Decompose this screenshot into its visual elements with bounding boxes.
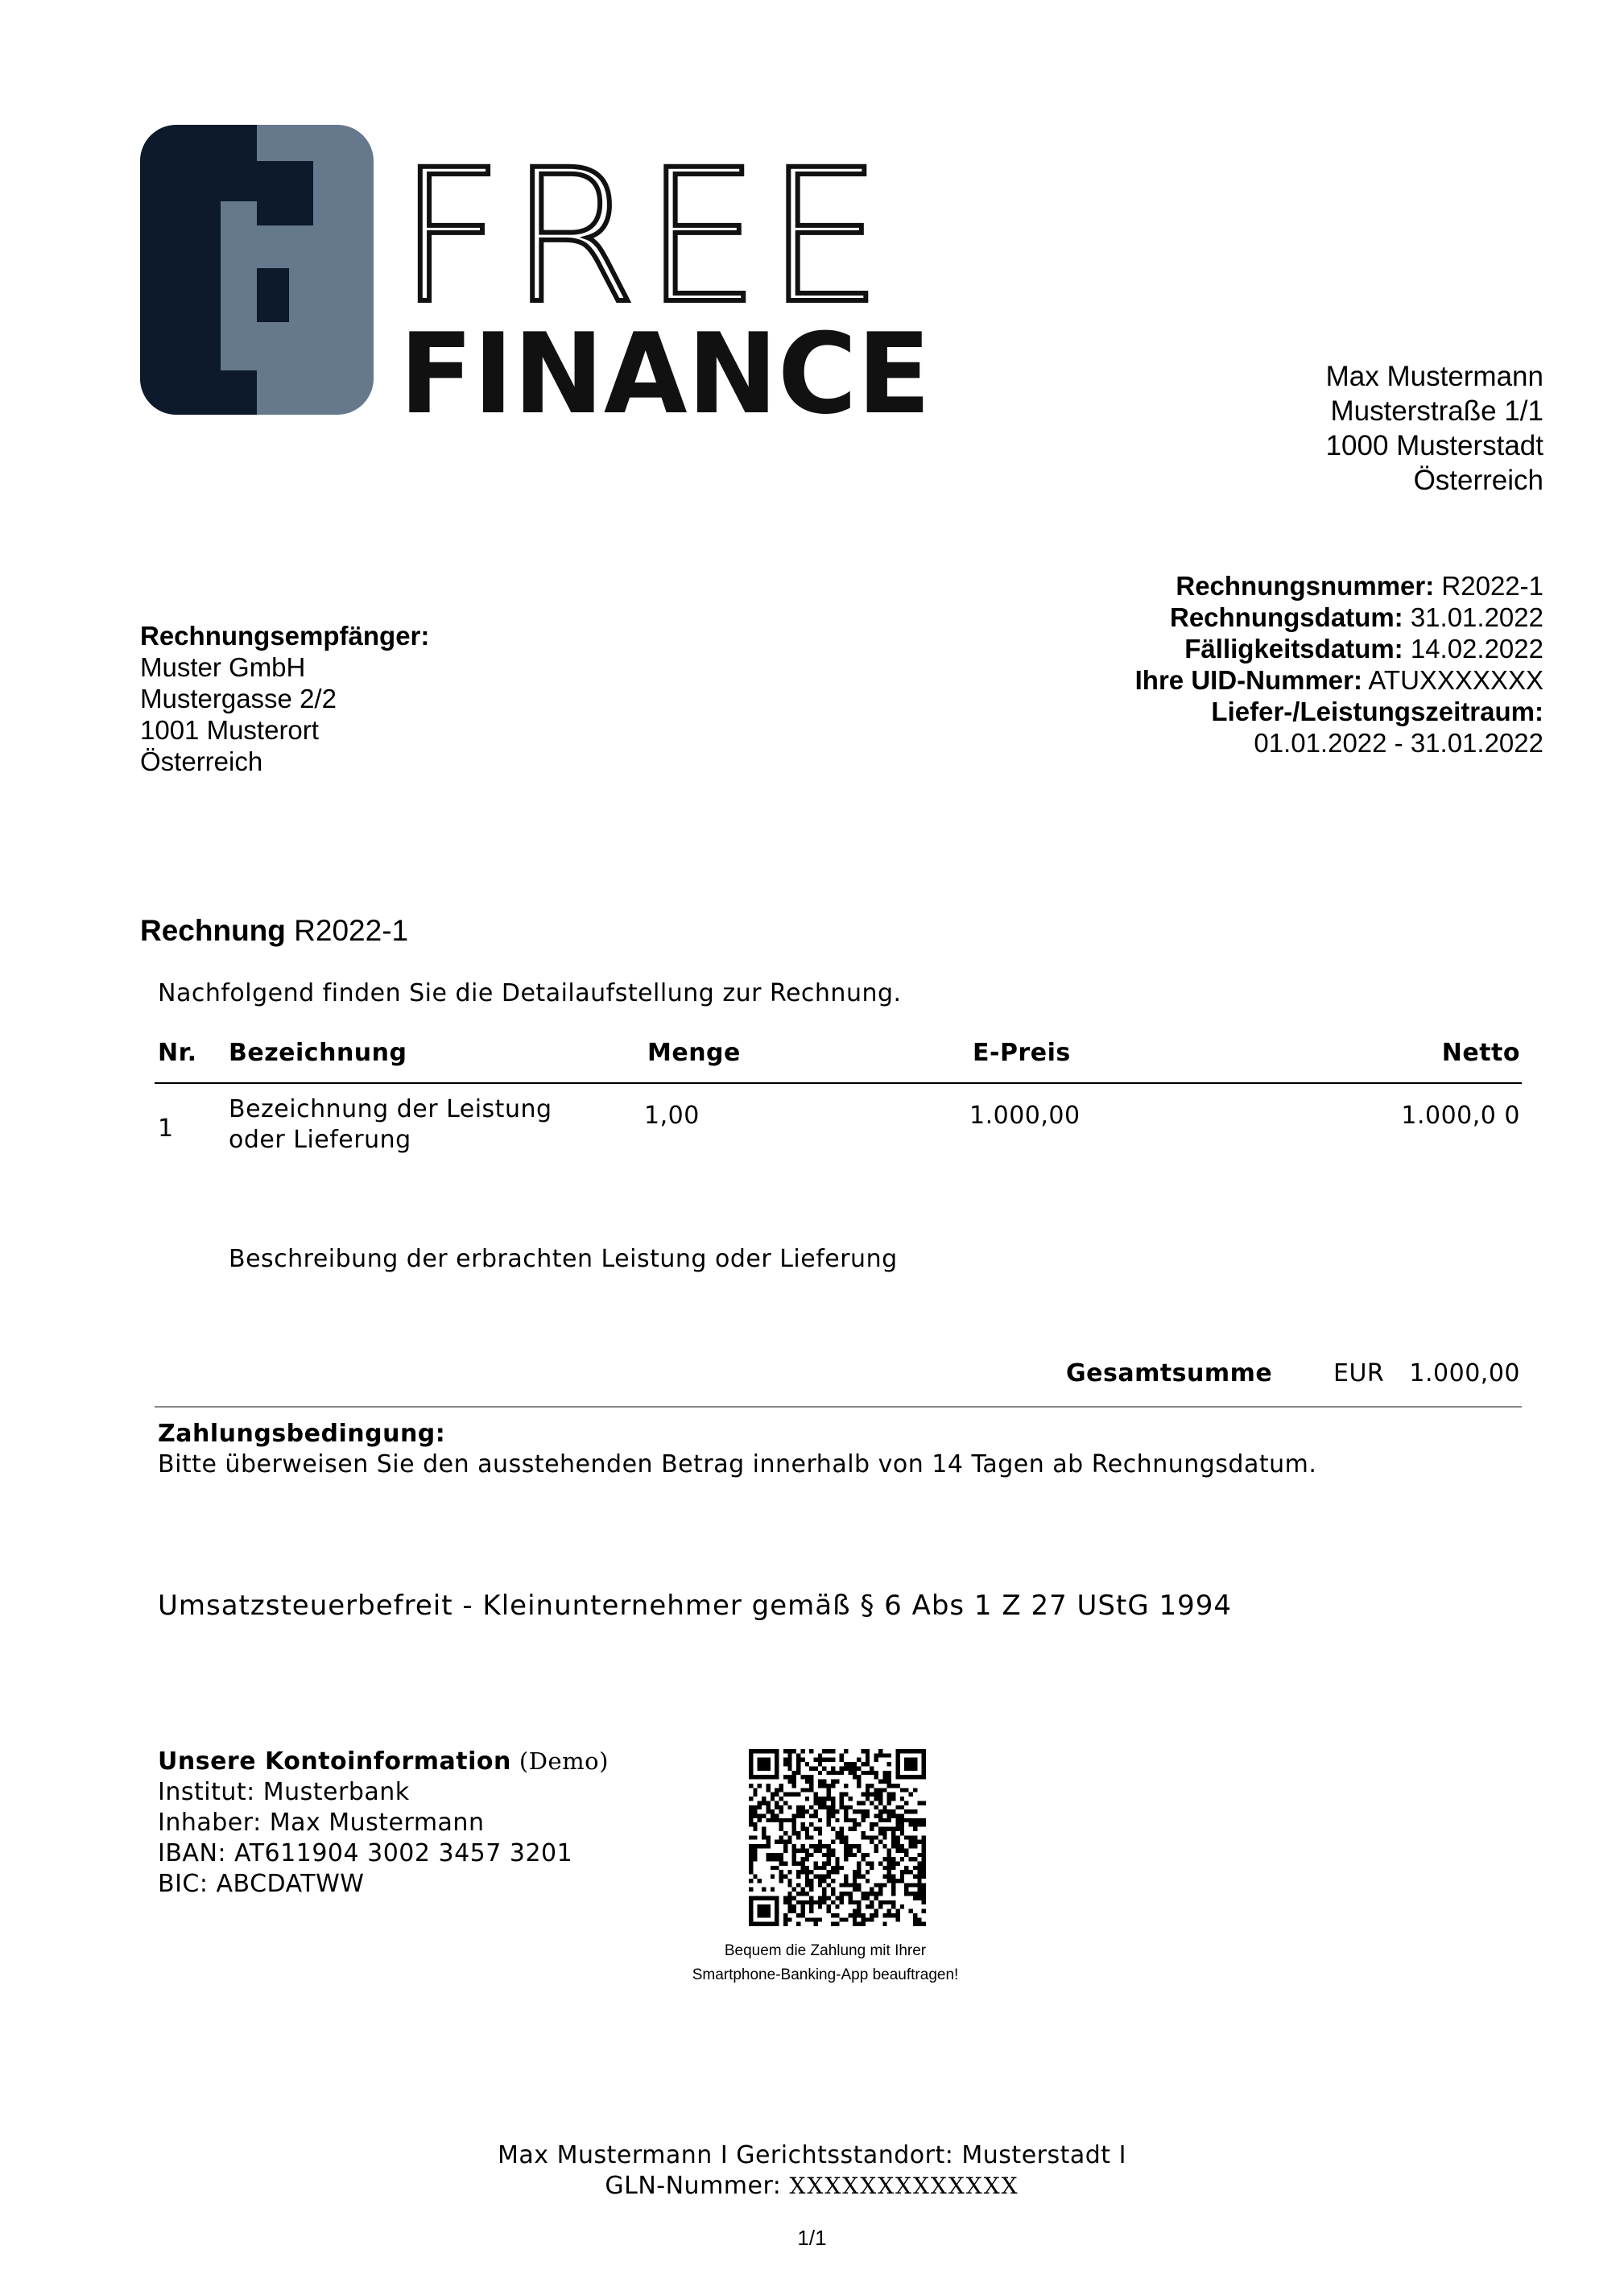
row-price: 1.000,00 xyxy=(969,1102,1081,1130)
total-row xyxy=(158,1359,1520,1391)
logo-word-free: FREE xyxy=(398,130,889,344)
qr-caption xyxy=(628,1939,1023,1987)
invoice-date: 31.01.2022 xyxy=(1410,602,1543,632)
total-currency: EUR xyxy=(1333,1359,1385,1387)
page-number: 1/1 xyxy=(797,2226,827,2250)
payment-terms-label: Zahlungsbedingung: xyxy=(158,1420,446,1448)
sender-name: Max Mustermann xyxy=(1325,361,1543,392)
invoice-date-label: Rechnungsdatum: xyxy=(1169,602,1403,632)
row-desc-line1: Bezeichnung der Leistung xyxy=(229,1095,552,1123)
col-desc-header: Bezeichnung xyxy=(229,1039,407,1067)
uid-label: Ihre UID-Nummer: xyxy=(1134,665,1362,695)
footer xyxy=(0,2140,1624,2202)
gln-number: XXXXXXXXXXXXX xyxy=(789,2173,1019,2199)
invoice-title xyxy=(140,913,408,949)
total-label: Gesamtsumme xyxy=(1066,1359,1273,1387)
footer-line2 xyxy=(0,2171,1624,2202)
col-net-header: Netto xyxy=(1441,1039,1520,1067)
recipient-address xyxy=(140,620,429,777)
row-description: Beschreibung der erbrachten Leistung oder Lieferung xyxy=(229,1245,898,1273)
invoice-number: R2022-1 xyxy=(1441,571,1543,601)
recipient-street: Mustergasse 2/2 xyxy=(140,684,337,713)
qr-code-icon xyxy=(749,1749,926,1926)
qr-caption-line1: Bequem die Zahlung mit Ihrer xyxy=(724,1942,927,1959)
invoice-date-line xyxy=(1135,602,1543,633)
row-desc-line2: oder Lieferung xyxy=(229,1126,411,1154)
recipient-country: Österreich xyxy=(140,746,263,776)
recipient-company: Muster GmbH xyxy=(140,652,306,682)
period-value: 01.01.2022 - 31.01.2022 xyxy=(1254,728,1543,758)
bank-bic: BIC: ABCDATWW xyxy=(158,1870,365,1898)
col-qty-header: Menge xyxy=(647,1039,741,1067)
company-logo xyxy=(140,125,945,415)
period-label: Liefer-/Leistungszeitraum: xyxy=(1211,697,1543,726)
sender-address xyxy=(1326,359,1543,498)
bank-info xyxy=(158,1746,609,1900)
bank-demo: (Demo) xyxy=(519,1747,609,1775)
invoice-number-line xyxy=(1135,570,1543,602)
uid-line xyxy=(1135,664,1543,696)
qr-caption-line2: Smartphone-Banking-App beauftragen! xyxy=(692,1966,959,1983)
bank-iban: IBAN: AT611904 3002 3457 3201 xyxy=(158,1839,573,1867)
total-divider xyxy=(155,1406,1522,1408)
bank-institute: Institut: Musterbank xyxy=(158,1778,410,1806)
bank-heading xyxy=(158,1746,609,1777)
free-finance-logo-icon xyxy=(140,125,945,415)
col-price-header: E-Preis xyxy=(973,1039,1071,1067)
gln-label: GLN-Nummer: xyxy=(605,2172,782,2200)
invoice-title-number: R2022-1 xyxy=(294,914,409,947)
table-divider xyxy=(155,1082,1522,1084)
invoice-number-label: Rechnungsnummer: xyxy=(1176,571,1435,601)
row-nr: 1 xyxy=(158,1114,174,1143)
invoice-title-label: Rechnung xyxy=(140,914,286,947)
payment-terms xyxy=(158,1419,1316,1480)
intro-text: Nachfolgend finden Sie die Detailaufstellung zur Rechnung. xyxy=(158,979,902,1007)
sender-country: Österreich xyxy=(1413,465,1543,496)
footer-line1: Max Mustermann I Gerichtsstandort: Musterstadt I xyxy=(498,2141,1126,2169)
payment-terms-text: Bitte überweisen Sie den ausstehenden Betrag innerhalb von 14 Tagen ab Rechnungsdatum. xyxy=(158,1450,1317,1478)
table-header xyxy=(158,1039,1520,1077)
col-nr-header: Nr. xyxy=(158,1039,197,1067)
logo-word-finance: FINANCE xyxy=(399,309,931,415)
row-net: 1.000,0 0 xyxy=(1401,1102,1520,1130)
total-amount: 1.000,00 xyxy=(1409,1359,1520,1387)
recipient-label: Rechnungsempfänger: xyxy=(140,621,430,651)
tax-note: Umsatzsteuerbefreit - Kleinunternehmer gemäß § 6 Abs 1 Z 27 UStG 1994 xyxy=(158,1590,1233,1622)
due-date: 14.02.2022 xyxy=(1410,634,1543,664)
recipient-city: 1001 Musterort xyxy=(140,715,319,745)
bank-owner: Inhaber: Max Mustermann xyxy=(158,1809,485,1837)
sender-city: 1000 Musterstadt xyxy=(1325,430,1543,461)
sender-street: Musterstraße 1/1 xyxy=(1330,395,1543,427)
bank-label: Unsere Kontoinformation xyxy=(158,1747,511,1776)
table-row xyxy=(158,1095,1520,1168)
due-date-label: Fälligkeitsdatum: xyxy=(1184,634,1403,664)
uid-number: ATUXXXXXXX xyxy=(1368,665,1543,695)
invoice-meta xyxy=(1135,570,1543,759)
row-qty: 1,00 xyxy=(644,1102,700,1130)
due-date-line xyxy=(1135,633,1543,664)
